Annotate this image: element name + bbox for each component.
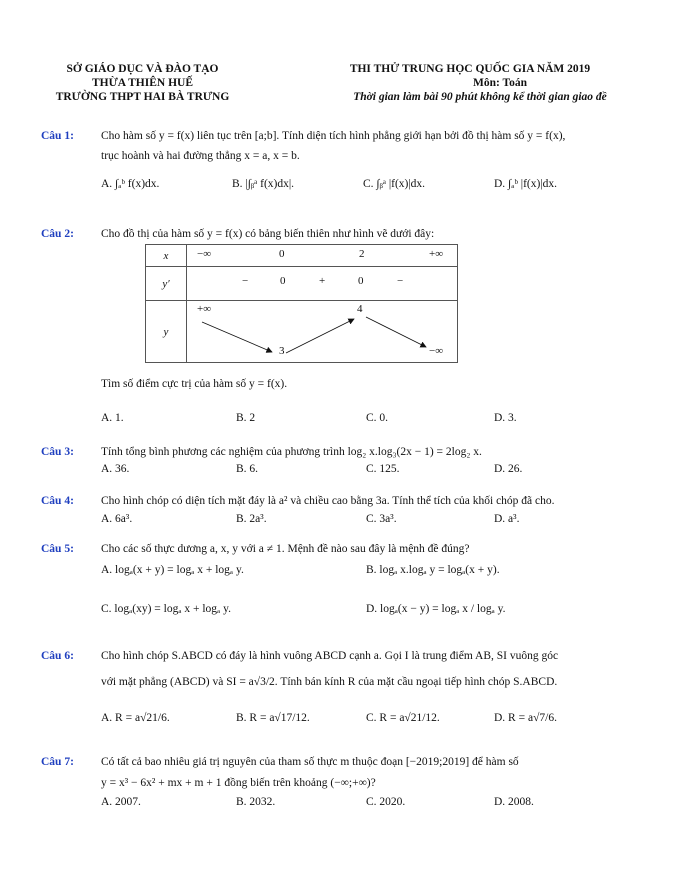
answer-option[interactable]: C. 2020. [366, 796, 406, 808]
question-text: Cho hình chóp có diện tích mặt đáy là a² và chiều cao bằng 3a. Tính thể tích của khối chóp đã cho. [101, 495, 555, 507]
question-label: Câu 7: [41, 756, 74, 768]
sign-value: − [242, 275, 249, 287]
decrease-arrow [202, 322, 272, 352]
question-text: Cho hình chóp S.ABCD có đáy là hình vuông ABCD cạnh a. Gọi I là trung điểm AB, SI vuông góc [101, 650, 559, 662]
province-name: THỪA THIÊN HUẾ [92, 77, 193, 89]
x-value: 2 [359, 248, 365, 260]
answer-option[interactable]: A. 1. [101, 412, 124, 424]
answer-option[interactable]: C. R = a√21/12. [366, 712, 440, 724]
exam-subject: Môn: Toán [472, 77, 527, 89]
answer-option[interactable]: B. logₐ x.logₐ y = logₐ(x + y). [366, 564, 500, 576]
answer-option[interactable]: A. 6a³. [101, 513, 133, 525]
y-value: 4 [357, 303, 363, 315]
exam-title: THI THỬ TRUNG HỌC QUỐC GIA NĂM 2019 [349, 63, 591, 75]
y-value: +∞ [197, 303, 212, 315]
answer-option[interactable]: A. ∫ₐᵇ f(x)dx. [101, 178, 160, 190]
answer-option[interactable]: B. 2032. [236, 796, 276, 808]
answer-option[interactable]: D. 2008. [494, 796, 534, 808]
answer-option[interactable]: C. 0. [366, 412, 389, 424]
x-value: −∞ [197, 248, 212, 260]
question-text: Cho hàm số y = f(x) liên tục trên [a;b]. Tính diện tích hình phẳng giới hạn bởi đồ thị hàm số y = f(x), [101, 130, 566, 142]
sign-value: 0 [358, 275, 364, 287]
answer-option[interactable]: A. 2007. [101, 796, 141, 808]
question-text: Tìm số điểm cực trị của hàm số y = f(x). [101, 378, 288, 390]
question-text: Cho các số thực dương a, x, y với a ≠ 1. Mệnh đề nào sau đây là mệnh đề đúng? [101, 543, 470, 555]
question-label: Câu 4: [41, 495, 74, 507]
row-label-yprime: y′ [146, 267, 187, 301]
question-text: Có tất cả bao nhiêu giá trị nguyên của tham số thực m thuộc đoạn [−2019;2019] để hàm số [101, 756, 519, 768]
variation-arrows [186, 307, 456, 367]
question-text: với mặt phẳng (ABCD) và SI = a√3/2. Tính bán kính R của mặt cầu ngoại tiếp hình chóp S.ABCD. [101, 676, 558, 688]
yprime-row [187, 267, 458, 301]
sign-value: 0 [280, 275, 286, 287]
answer-option[interactable]: B. |∫ᵦᵃ f(x)dx|. [232, 178, 295, 190]
x-value: 0 [279, 248, 285, 260]
header-left [40, 62, 245, 104]
question-text: y = x³ − 6x² + mx + m + 1 đồng biến trên khoảng (−∞;+∞)? [101, 777, 376, 789]
x-row [187, 245, 458, 267]
y-value: 3 [279, 345, 285, 357]
answer-option[interactable]: B. R = a√17/12. [236, 712, 310, 724]
answer-option[interactable]: D. 3. [494, 412, 517, 424]
sign-value: − [397, 275, 404, 287]
question-label: Câu 5: [41, 543, 74, 555]
answer-option[interactable]: C. logₐ(xy) = logₐ x + logₐ y. [101, 603, 231, 615]
row-label-y: y [146, 301, 187, 363]
answer-option[interactable]: C. 125. [366, 463, 400, 475]
answer-option[interactable]: A. logₐ(x + y) = logₐ x + logₐ y. [101, 564, 244, 576]
answer-option[interactable]: C. ∫ᵦᵃ |f(x)|dx. [363, 178, 426, 190]
header-right [300, 62, 640, 104]
decrease-arrow [366, 317, 426, 347]
answer-option[interactable]: D. R = a√7/6. [494, 712, 557, 724]
question-text: Tính tổng bình phương các nghiệm của phương trình log₂ x.log₃(2x − 1) = 2log₂ x. [101, 446, 482, 458]
question-label: Câu 2: [41, 228, 74, 240]
school-name: TRƯỜNG THPT HAI BÀ TRƯNG [55, 91, 230, 103]
exam-time-note: Thời gian làm bài 90 phút không kể thời gian giao đề [353, 91, 607, 103]
answer-option[interactable]: D. 26. [494, 463, 523, 475]
increase-arrow [286, 319, 354, 353]
x-value: +∞ [429, 248, 444, 260]
answer-option[interactable]: C. 3a³. [366, 513, 397, 525]
answer-option[interactable]: A. R = a√21/6. [101, 712, 170, 724]
answer-option[interactable]: D. ∫ₐᵇ |f(x)|dx. [494, 178, 558, 190]
sign-value: + [319, 275, 326, 287]
answer-option[interactable]: D. logₐ(x − y) = logₐ x / logₐ y. [366, 603, 506, 615]
answer-option[interactable]: B. 6. [236, 463, 259, 475]
answer-option[interactable]: A. 36. [101, 463, 130, 475]
question-text: Cho đồ thị của hàm số y = f(x) có bảng biến thiên như hình vẽ dưới đây: [101, 228, 435, 240]
answer-option[interactable]: B. 2 [236, 412, 256, 424]
answer-option[interactable]: D. a³. [494, 513, 520, 525]
department-name: SỞ GIÁO DỤC VÀ ĐÀO TẠO [66, 63, 219, 75]
question-label: Câu 3: [41, 446, 74, 458]
answer-option[interactable]: B. 2a³. [236, 513, 267, 525]
question-text: trục hoành và hai đường thẳng x = a, x = b. [101, 150, 300, 162]
question-label: Câu 1: [41, 130, 74, 142]
y-value: −∞ [429, 345, 444, 357]
row-label-x: x [146, 245, 187, 267]
question-label: Câu 6: [41, 650, 74, 662]
